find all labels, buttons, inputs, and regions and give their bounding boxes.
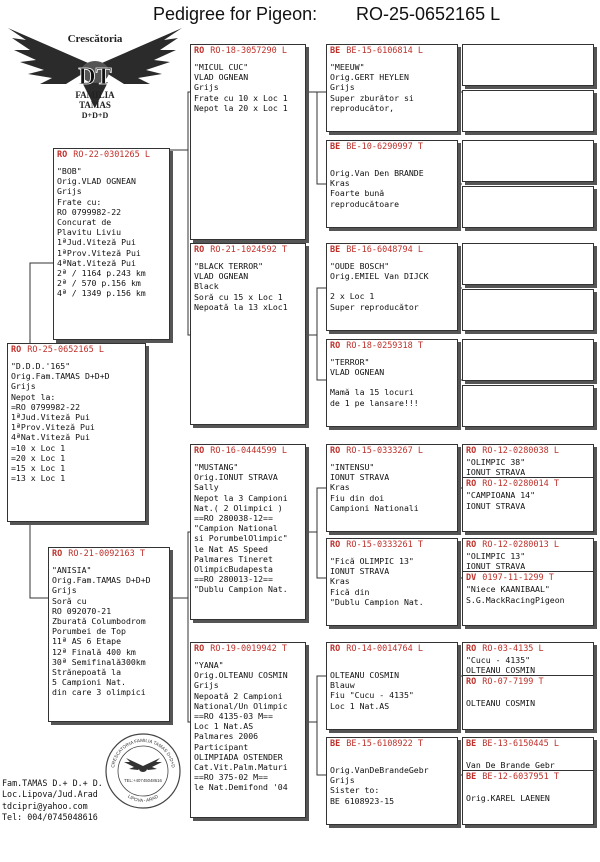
- dds-card: [326, 642, 458, 730]
- card-header: RO RO-14-0014764 L: [330, 644, 424, 654]
- g5-empty-card: [462, 44, 594, 86]
- card-line: Orig.Fam.TAMAS D+D+D: [11, 371, 110, 382]
- card-line: Fică din: [330, 586, 370, 597]
- card-line: "Niece KAANIBAAL": [466, 584, 550, 595]
- logo-text-name2: TAMAS: [79, 100, 111, 110]
- card-header: BE BE-10-6290997 T: [330, 142, 424, 152]
- card-line: Kras: [330, 576, 350, 587]
- card-line: "BOB": [57, 166, 82, 176]
- card-line: din care 3 olimpici: [52, 687, 146, 698]
- card-line: "OLIMPIC 13": [466, 551, 526, 561]
- g5-card: [462, 444, 594, 532]
- card-line: [463, 783, 593, 793]
- card-header: BE BE-16-6048794 L: [330, 245, 424, 255]
- card-line: "Campion National: [194, 523, 278, 534]
- card-line: Porumbei de Top: [52, 626, 126, 637]
- card-line: IONUT STRAVA: [330, 472, 390, 483]
- card-line: Fiu "Cucu - 4135": [330, 690, 414, 701]
- card-line: Nepot la 3 Campioni: [194, 492, 288, 503]
- logo-text-sub: D+D+D: [81, 111, 109, 120]
- card-line: Super reproducător: [330, 301, 419, 312]
- card-line: "TERROR": [330, 357, 370, 367]
- card-line: 4ªNat.Viteză Pui: [11, 432, 90, 443]
- card-line: =15 x Loc 1: [11, 463, 66, 474]
- sire-card: [53, 148, 170, 340]
- card-line: "MEEUW": [330, 62, 365, 72]
- card-header: RO RO-19-0019942 T: [194, 644, 288, 654]
- card-line: S.G.MackRacingPigeon: [466, 594, 565, 605]
- card-header: BE BE-13-6150445 L: [466, 739, 560, 749]
- card-line: Orig.Van Den BRANDE: [330, 168, 424, 178]
- card-header: RO RO-12-0280013 L: [466, 540, 560, 550]
- card-line: Orig.VLAD OGNEAN: [57, 176, 136, 187]
- card-line: Van De Brande Gebr: [466, 760, 555, 770]
- card-line: Grijs: [52, 585, 77, 596]
- card-line: Grijs: [57, 186, 82, 197]
- g5-card: [462, 642, 594, 730]
- card-line: Palmares Tineret: [194, 553, 273, 564]
- card-line: =10 x Loc 1: [11, 442, 66, 453]
- card-line: "YANA": [194, 660, 224, 670]
- stamp-text-top: CRESCATORIA FAMILIA TAMAS D+D+D: [110, 737, 176, 769]
- card-line: "ANISIA": [52, 565, 92, 575]
- card-line: 1ªProv.Viteză Pui: [57, 247, 141, 258]
- card-line: 1ªProv.Viteză Pui: [11, 422, 95, 433]
- card-line: "CAMPIOANA 14": [466, 490, 536, 501]
- card-line: Cat.Vit.Palm.Maturi: [194, 762, 288, 773]
- g5-empty-card: [462, 385, 594, 427]
- card-line: Orig.Fam.TAMAS D+D+D: [52, 575, 151, 586]
- contact-email[interactable]: tdcipri@yahoo.com: [2, 800, 88, 811]
- card-line: Orig.VanDeBrandeGebr: [330, 765, 429, 775]
- card-line: 30ª Semifinală300km: [52, 656, 146, 667]
- card-header: RO RO-16-0444599 L: [194, 446, 288, 456]
- card-header: RO RO-03-4135 L: [466, 644, 544, 654]
- card-line: reproducătoare: [330, 198, 400, 209]
- dam-sire-card: [190, 444, 306, 620]
- ddd-card: [326, 737, 458, 825]
- card-line: "MICUL CUC": [194, 62, 249, 72]
- card-line: Grijs: [194, 82, 219, 93]
- stamp-phone: TEL:+40745048616: [124, 778, 162, 783]
- card-line: "Dublu Campion Nat.: [330, 596, 424, 607]
- card-line: le Nat.Demifond '04: [194, 782, 288, 793]
- card-line: 1ªJud.Viteză Pui: [11, 412, 90, 423]
- card-line: Black: [194, 281, 219, 292]
- card-line: 2ª / 570 p.156 km: [57, 278, 141, 289]
- card-line: Kras: [330, 482, 350, 493]
- card-line: IONUT STRAVA: [466, 500, 526, 511]
- sire-sire-card: [190, 44, 306, 240]
- g5-card: [462, 538, 594, 626]
- card-line: Sally: [194, 482, 219, 493]
- card-line: le Nat AS Speed: [194, 543, 268, 554]
- card-header: RO RO-12-0280038 L: [466, 446, 560, 456]
- card-line: "INTENSU": [330, 462, 375, 472]
- card-line: Concurat de: [57, 217, 112, 228]
- card-line: VLAD OGNEAN: [330, 367, 385, 378]
- dam-card: [48, 547, 170, 722]
- card-line: Frate cu 10 x Loc 1: [194, 92, 288, 103]
- card-line: "Dublu Campion Nat.: [194, 584, 288, 595]
- card-header: RO RO-15-0333267 L: [330, 446, 424, 456]
- dam-dam-card: [190, 642, 306, 818]
- card-line: si PorumbelOlimpic": [194, 533, 288, 544]
- card-line: Grijs: [330, 775, 355, 786]
- card-line: 2 x Loc 1: [330, 291, 375, 302]
- g5-empty-card: [462, 90, 594, 132]
- card-line: Nat.( 2 Olimpici ): [194, 502, 283, 513]
- g5-empty-card: [462, 289, 594, 331]
- card-line: 11ª AS 6 Etape: [52, 636, 122, 647]
- card-line: ==RO 4135-03 M==: [194, 711, 273, 722]
- card-line: 4ª / 1349 p.156 km: [57, 288, 146, 299]
- card-line: Frate cu:: [57, 196, 102, 207]
- svg-text:LIPOVA - ARAD: [127, 793, 160, 803]
- card-header: RO RO-18-0259318 T: [330, 341, 424, 351]
- card-line: Loc 1 Nat.AS: [330, 700, 390, 711]
- card-line: Grijs: [11, 381, 36, 392]
- card-line: 2ª / 1164 p.243 km: [57, 268, 146, 279]
- card-line: de 1 pe lansare!!!: [330, 397, 419, 408]
- ssd-card: [326, 140, 458, 228]
- card-header: RO RO-18-3057290 L: [194, 46, 288, 56]
- card-line: VLAD OGNEAN: [194, 72, 249, 83]
- card-line: 12ª Finală 400 km: [52, 646, 136, 657]
- contact-line: Loc.Lipova/Jud.Arad: [2, 789, 98, 800]
- card-header: RO RO-07-7199 T: [466, 677, 544, 688]
- card-header: RO RO-12-0280014 T: [466, 479, 560, 490]
- card-line: BE 6108923-15: [330, 795, 395, 806]
- card-line: Blauw: [330, 680, 355, 691]
- card-line: Grijs: [194, 680, 219, 691]
- card-line: "Cucu - 4135": [466, 655, 531, 665]
- logo-text-name1: FAMILIA: [75, 90, 115, 100]
- card-line: ==RO 280013-12==: [194, 574, 273, 585]
- card-line: 4ªNat.Viteză Pui: [57, 257, 136, 268]
- card-line: OlimpicBudapesta: [194, 564, 273, 575]
- card-line: =RO 0799982-22: [11, 401, 81, 412]
- card-line: Super zburător si: [330, 92, 414, 103]
- g5-card: [462, 737, 594, 825]
- g5-empty-card: [462, 339, 594, 381]
- card-line: OLTEANU COSMIN: [466, 698, 536, 709]
- subject-card: [7, 343, 146, 522]
- card-line: Loc 1 Nat.AS: [194, 721, 254, 732]
- card-line: Orig.GERT HEYLEN: [330, 72, 409, 83]
- sss-card: [326, 44, 458, 132]
- card-line: Mamă la 15 locuri: [330, 387, 414, 398]
- card-line: Plavitu Liviu: [57, 227, 122, 238]
- card-header: RO RO-15-0333261 T: [330, 540, 424, 550]
- contact-phone: Tel: 004/0745048616: [2, 812, 98, 823]
- card-line: Kras: [330, 178, 350, 189]
- card-line: [327, 377, 457, 387]
- card-header: RO RO-25-0652165 L: [11, 345, 105, 355]
- breeder-contact: [2, 778, 103, 824]
- card-line: IONUT STRAVA: [466, 467, 526, 478]
- card-line: Palmares 2006: [194, 731, 259, 742]
- card-line: Nepoată la 13 xLoc1: [194, 301, 288, 312]
- card-line: Orig.OLTEANU COSMIN: [194, 670, 288, 681]
- card-header: RO RO-21-0092163 T: [52, 549, 146, 559]
- card-line: IONUT STRAVA: [466, 561, 526, 572]
- card-line: [327, 158, 457, 168]
- card-line: Nepoată 2 Campioni: [194, 690, 283, 701]
- dsd-card: [326, 538, 458, 626]
- card-line: "D.D.D.'165": [11, 361, 71, 371]
- card-line: 1ªJud.Viteză Pui: [57, 237, 136, 248]
- card-line: Orig.EMIEL Van DIJCK: [330, 271, 429, 282]
- breeder-stamp: [104, 732, 182, 810]
- card-line: =20 x Loc 1: [11, 452, 66, 463]
- card-line: Grijs: [330, 82, 355, 93]
- card-line: 5 Campioni Nat.: [52, 677, 126, 688]
- g5-empty-card: [462, 140, 594, 182]
- card-line: Zburată Columbodrom: [52, 616, 146, 627]
- card-line: [463, 688, 593, 698]
- card-line: reproducător,: [330, 102, 395, 113]
- card-line: Foarte bună: [330, 188, 385, 199]
- sire-dam-card: [190, 243, 306, 425]
- card-line: Participant: [194, 741, 249, 752]
- contact-line: Fam.TAMAS D.+ D.+ D.: [2, 778, 103, 788]
- sdd-card: [326, 339, 458, 427]
- sds-card: [326, 243, 458, 331]
- card-line: =13 x Loc 1: [11, 473, 66, 484]
- card-line: [463, 750, 593, 760]
- card-line: Orig.IONUT STRAVA: [194, 472, 278, 483]
- card-line: "MUSTANG": [194, 462, 239, 472]
- card-line: OLIMPIADA OSTENDER: [194, 751, 283, 762]
- card-line: "OLIMPIC 38": [466, 457, 526, 467]
- dss-card: [326, 444, 458, 532]
- g5-empty-card: [462, 243, 594, 285]
- card-line: [327, 281, 457, 291]
- card-line: National/Un Olimpic: [194, 700, 288, 711]
- card-line: RO 0799982-22: [57, 206, 122, 217]
- card-line: VLAD OGNEAN: [194, 271, 249, 282]
- card-line: Nepot la:: [11, 391, 56, 402]
- logo-text-mid: DT: [78, 64, 112, 90]
- card-line: Soră cu 15 x Loc 1: [194, 291, 283, 302]
- card-header: BE BE-15-6106814 L: [330, 46, 424, 56]
- card-line: Strănepoată la: [52, 667, 122, 678]
- card-line: IONUT STRAVA: [330, 566, 390, 577]
- card-line: Nepot la 20 x Loc 1: [194, 102, 288, 113]
- card-line: Campioni Nationali: [330, 502, 419, 513]
- stamp-text-bottom: LIPOVA - ARAD: [127, 793, 159, 804]
- card-header: BE BE-12-6037951 T: [466, 772, 560, 783]
- card-header: BE BE-15-6108922 T: [330, 739, 424, 749]
- title-ring: RO-25-0652165 L: [356, 4, 501, 24]
- card-line: "Fică OLIMPIC 13": [330, 556, 414, 566]
- card-line: Fiu din doi: [330, 492, 385, 503]
- card-line: ==RO 280038-12==: [194, 513, 273, 524]
- card-header: RO RO-21-1024592 T: [194, 245, 288, 255]
- card-header: RO RO-22-0301265 L: [57, 150, 151, 160]
- card-line: "BLACK TERROR": [194, 261, 264, 271]
- card-line: OLTEANU COSMIN: [466, 665, 536, 676]
- card-line: RO 092070-21: [52, 605, 112, 616]
- title-label: Pedigree for Pigeon:: [153, 4, 318, 24]
- card-line: OLTEANU COSMIN: [330, 670, 400, 680]
- card-line: ==RO 375-02 M==: [194, 772, 268, 783]
- g5-empty-card: [462, 186, 594, 228]
- logo-text-top: Crescătoria: [67, 33, 123, 45]
- card-header: DV 0197-11-1299 T: [466, 573, 554, 584]
- card-line: Soră cu: [52, 595, 87, 606]
- card-line: "OUDE BOSCH": [330, 261, 390, 271]
- card-line: Sister to:: [330, 785, 380, 796]
- card-line: Orig.KAREL LAENEN: [466, 793, 550, 804]
